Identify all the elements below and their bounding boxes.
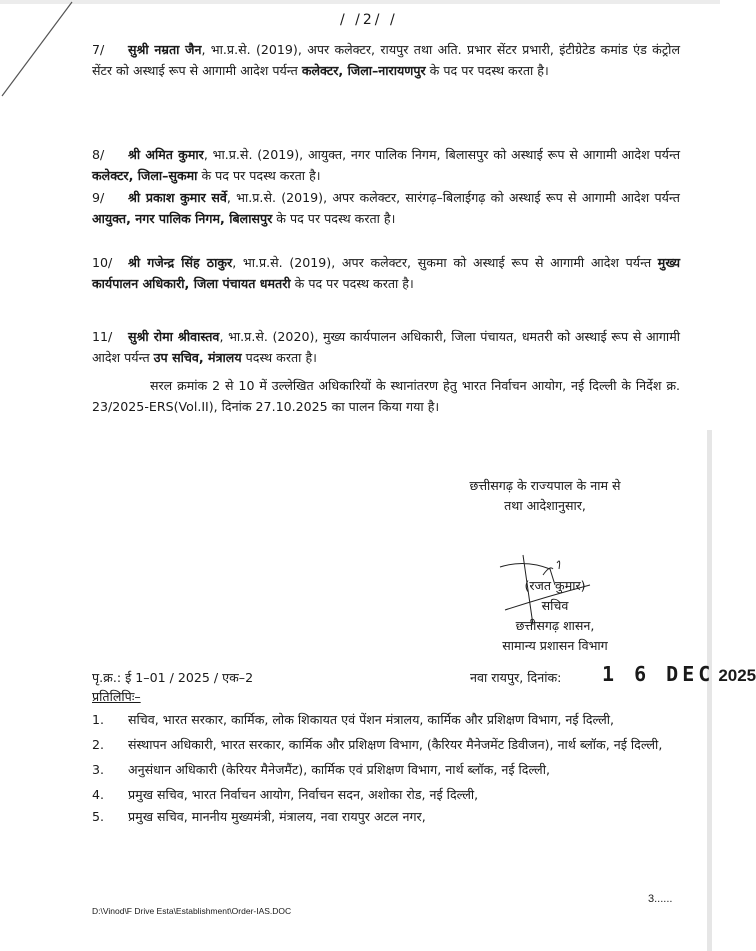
order-number: 9/ (92, 190, 105, 205)
order-item-8 (92, 145, 680, 186)
copy-text: संस्थापन अधिकारी, भारत सरकार, कार्मिक और प्रशिक्षण विभाग, (कैरियर मैनेजमेंट डिवीजन), नार्थ ब्लॉक, नई दिल्ली, (128, 737, 663, 752)
order-text: , भा.प्र.से. (2019), अपर कलेक्टर, सुकमा को अस्थाई रूप से आगामी आदेश पर्यन्त (232, 255, 658, 270)
authority-line-2: तथा आदेशानुसार, (504, 498, 586, 513)
endorsement-reference: पृ.क्र.: ई 1–01 / 2025 / एक–2 (92, 670, 254, 685)
copy-number: 2. (92, 737, 105, 752)
copy-item (92, 807, 680, 826)
new-post: उप सचिव, मंत्रालय (153, 349, 242, 365)
authority-line-1: छत्तीसगढ़ के राज्यपाल के नाम से (469, 478, 621, 493)
order-item-10 (92, 253, 680, 294)
new-post: मुख्य कार्यपालन अधिकारी, जिला पंचायत धमतरी (92, 255, 680, 291)
order-text: , भा.प्र.से. (2019), अपर कलेक्टर, रायपुर तथा अति. प्रभार सेंटर प्रभारी, इंटीग्रेटेड कमांड एंड कंट्रोल सेंटर को अस्थाई रूप से आगामी आदेश पर्यन्त (92, 42, 680, 78)
order-text: , भा.प्र.से. (2019), आयुक्त, नगर पालिक निगम, बिलासपुर को अस्थाई रूप से आगामी आदेश पर्यन्त (203, 147, 681, 162)
copy-heading (92, 687, 141, 707)
order-number: 11/ (92, 329, 113, 344)
signatory-title: सचिव (541, 598, 569, 613)
file-path-footer: D:\Vinod\F Drive Esta\Establishment\Order-IAS.DOC (92, 906, 292, 916)
continued-marker: 3...... (648, 893, 673, 905)
new-post: कलेक्टर, जिला–सुकमा (92, 167, 198, 183)
copy-list (92, 710, 680, 832)
election-commission-note: सरल क्रमांक 2 से 10 में उल्लेखित अधिकारियों के स्थानांतरण हेतु भारत निर्वाचन आयोग, नई दिल्ली के निर्देश क्र. 23/2025-ERS(Vol.II), दिनांक 27.10.2025 का पालन किया गया है। (92, 378, 680, 414)
order-tail: के पद पर पदस्थ करता है। (290, 275, 414, 291)
order-item-9 (92, 188, 680, 229)
officer-name: सुश्री नम्रता जैन (128, 42, 202, 57)
order-item-11 (92, 327, 680, 368)
copy-item (92, 785, 680, 804)
order-number: 8/ (92, 147, 105, 162)
order-number: 7/ (92, 42, 105, 57)
copy-heading-text: प्रतिलिपिः– (92, 689, 141, 704)
order-tail: के पद पर पदस्थ करता है। (425, 62, 549, 78)
signatory-block (455, 576, 655, 656)
new-post: कलेक्टर, जिला–नारायणपुर (301, 62, 426, 78)
order-text: , भा.प्र.से. (2019), अपर कलेक्टर, सारंगढ़–बिलाईगढ़ को अस्थाई रूप से आगामी आदेश पर्यन्त (226, 190, 680, 205)
signatory-government: छत्तीसगढ़ शासन, (515, 618, 595, 633)
order-item-7 (92, 40, 680, 81)
copy-number: 4. (92, 787, 105, 802)
copy-text: सचिव, भारत सरकार, कार्मिक, लोक शिकायत एवं पेंशन मंत्रालय, कार्मिक और प्रशिक्षण विभाग, नई दिल्ली, (128, 712, 615, 727)
scan-top-edge (0, 0, 720, 4)
copy-number: 1. (92, 712, 105, 727)
margin-pen-line (0, 0, 80, 100)
new-post: आयुक्त, नगर पालिक निगम, बिलासपुर (92, 210, 273, 226)
officer-name: श्री अमित कुमार (128, 147, 204, 162)
date-stamp (602, 664, 756, 687)
order-tail: के पद पर पदस्थ करता है। (272, 210, 396, 226)
copy-item (92, 760, 680, 779)
copy-item (92, 710, 680, 729)
officer-name: सुश्री रोमा श्रीवास्तव (128, 329, 220, 344)
place-date-label: नवा रायपुर, दिनांक: (470, 670, 562, 685)
copy-number: 5. (92, 809, 105, 824)
copy-text: प्रमुख सचिव, भारत निर्वाचन आयोग, निर्वाचन सदन, अशोका रोड, नई दिल्ली, (128, 787, 479, 802)
signatory-name: (रजत कुमार) (524, 578, 586, 593)
copy-text: प्रमुख सचिव, माननीय मुख्यमंत्री, मंत्रालय, नवा रायपुर अटल नगर, (128, 809, 426, 824)
order-tail: पदस्थ करता है। (241, 349, 317, 365)
order-tail: के पद पर पदस्थ करता है। (197, 167, 321, 183)
date-stamp-day-month: 1 6 DEC (602, 662, 715, 686)
copy-text: अनुसंधान अधिकारी (केरियर मैनेजमैंट), कार्मिक एवं प्रशिक्षण विभाग, नार्थ ब्लॉक, नई दिल्ली, (128, 762, 550, 777)
copy-number: 3. (92, 762, 105, 777)
signatory-department: सामान्य प्रशासन विभाग (502, 638, 608, 653)
copy-item (92, 735, 680, 754)
authority-block (420, 476, 670, 516)
officer-name: श्री प्रकाश कुमार सर्वे (128, 190, 227, 205)
scan-right-edge (707, 430, 712, 951)
order-number: 10/ (92, 255, 113, 270)
page-number-header: / /2/ / (340, 12, 398, 28)
order-text: , भा.प्र.से. (2020), मुख्य कार्यपालन अधिकारी, जिला पंचायत, धमतरी को अस्थाई रूप से आगामी आदेश पर्यन्त (92, 329, 680, 365)
officer-name: श्री गजेन्द्र सिंह ठाकुर (128, 255, 233, 270)
date-stamp-year: 2025 (718, 666, 756, 685)
